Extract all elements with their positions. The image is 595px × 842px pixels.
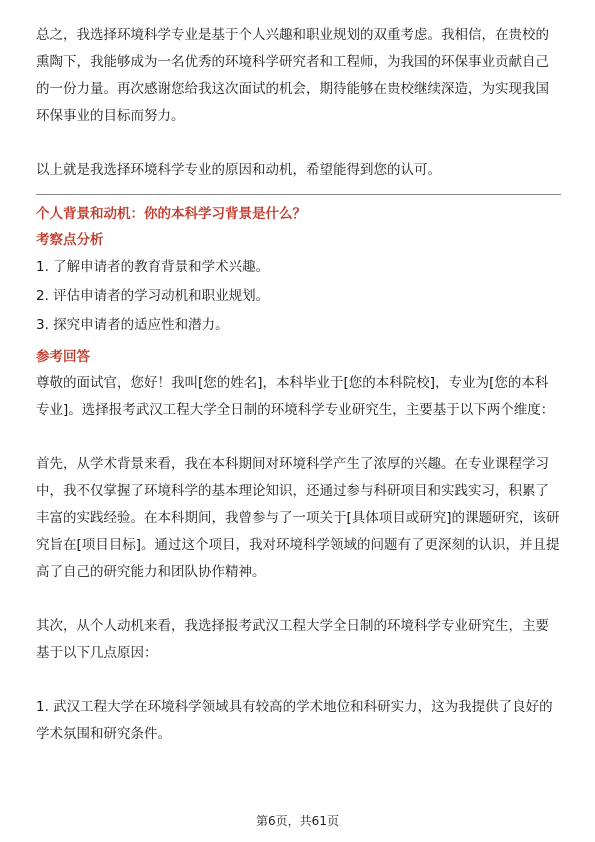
analysis-label: 考察点分析	[36, 232, 104, 248]
analysis-item: 3. 探究申请者的适应性和潜力。	[36, 317, 229, 333]
answer-paragraph: 1. 武汉工程大学在环境科学领域具有较高的学术地位和科研实力，这为我提供了良好的学术氛围和研究条件。	[36, 699, 553, 742]
answer-label: 参考回答	[36, 349, 90, 365]
summary-line: 以上就是我选择环境科学专业的原因和动机，希望能得到您的认可。	[36, 162, 441, 178]
question-title: 个人背景和动机：你的本科学习背景是什么？	[36, 206, 306, 222]
answer-paragraph: 首先，从学术背景来看，我在本科期间对环境科学产生了浓厚的兴趣。在专业课程学习中，我不仅掌握了环境科学的基本理论知识，还通过参与科研项目和实践实习，积累了丰富的实践经验。在本科期间，我曾参与了一项关于[具体项目或研究]的课题研究，该研究旨在[项目目标]。通过这个项目，我对环境科学领域的问题有了更深刻的认识，并且提高了自己的研究能力和团队协作精神。	[36, 456, 560, 580]
section-divider	[36, 194, 561, 195]
answer-paragraph: 尊敬的面试官，您好！我叫[您的姓名]，本科毕业于[您的本科院校]，专业为[您的本科专业]。选择报考武汉工程大学全日制的环境科学专业研究生，主要基于以下两个维度：	[36, 375, 555, 418]
analysis-item: 1. 了解申请者的教育背景和学术兴趣。	[36, 259, 270, 275]
analysis-list	[36, 253, 561, 340]
document-page	[36, 22, 561, 748]
answer-paragraph: 其次，从个人动机来看，我选择报考武汉工程大学全日制的环境科学专业研究生，主要基于以下几点原因：	[36, 618, 549, 661]
analysis-item: 2. 评估申请者的学习动机和职业规划。	[36, 288, 270, 304]
page-number: 第6页，共61页	[256, 814, 339, 828]
closing-paragraph: 总之，我选择环境科学专业是基于个人兴趣和职业规划的双重考虑。我相信，在贵校的熏陶下，我能够成为一名优秀的环境科学研究者和工程师，为我国的环保事业贡献自己的一份力量。再次感谢您给我这次面试的机会，期待能够在贵校继续深造，为实现我国环保事业的目标而努力。	[36, 27, 549, 124]
